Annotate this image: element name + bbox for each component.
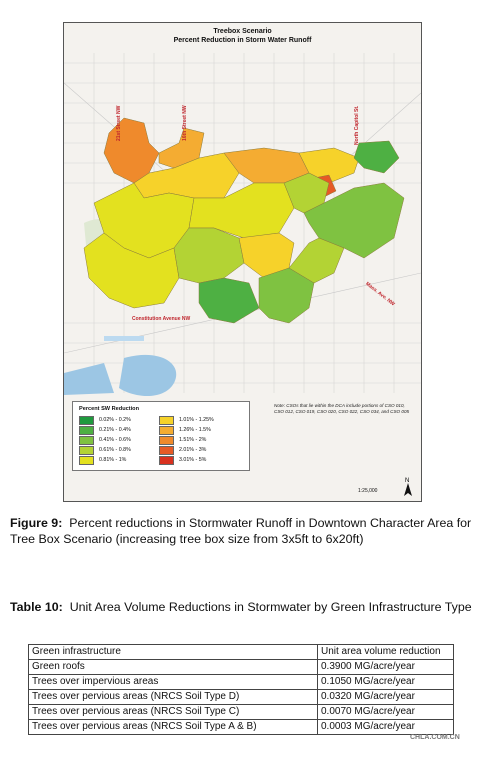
legend-column-right [159, 415, 214, 465]
legend-label: 0.61% - 0.8% [99, 447, 131, 453]
zone-lime-2 [174, 228, 244, 283]
map-frame [63, 22, 422, 502]
table-header-cell: Unit area volume reduction [318, 645, 454, 660]
street-label-21st: 21st Street NW [116, 105, 122, 141]
table-cell: Trees over pervious areas (NRCS Soil Type D) [29, 690, 318, 705]
table-header-row [29, 645, 454, 660]
table-cell: 0.0320 MG/acre/year [318, 690, 454, 705]
map-legend [72, 401, 250, 471]
legend-label: 1.01% - 1.25% [179, 417, 214, 423]
legend-item [79, 425, 131, 435]
table-cell: Green roofs [29, 660, 318, 675]
figure-caption-label: Figure 9: [10, 516, 63, 530]
legend-item [79, 445, 131, 455]
legend-swatch [159, 416, 174, 425]
legend-swatch [79, 436, 94, 445]
table-row [29, 690, 454, 705]
legend-label: 0.81% - 1% [99, 457, 127, 463]
legend-label: 2.01% - 3% [179, 447, 207, 453]
north-arrow-label: N [405, 478, 410, 484]
figure-caption-text: Percent reductions in Stormwater Runoff in Downtown Character Area for Tree Box Scenario (increasing tree box size from 3x5ft to 6x20ft) [10, 516, 472, 546]
legend-item [79, 455, 131, 465]
legend-swatch [79, 416, 94, 425]
legend-swatch [159, 426, 174, 435]
legend-title: Percent SW Reduction [79, 406, 139, 412]
table-cell: 0.0070 MG/acre/year [318, 705, 454, 720]
legend-label: 1.51% - 2% [179, 437, 207, 443]
street-label-16th: 16th Street NW [182, 105, 188, 141]
table-cell: 0.1050 MG/acre/year [318, 675, 454, 690]
table-cell: Trees over impervious areas [29, 675, 318, 690]
table-cell: 0.3900 MG/acre/year [318, 660, 454, 675]
potomac-river [64, 363, 114, 395]
table-row [29, 660, 454, 675]
map-title-line1: Treebox Scenario [213, 28, 272, 35]
tidal-basin [119, 355, 176, 396]
legend-swatch [79, 456, 94, 465]
map-scale: 1:25,000 [358, 488, 378, 494]
legend-item [79, 435, 131, 445]
street-label-constitution: Constitution Avenue NW [132, 316, 191, 322]
legend-label: 0.21% - 0.4% [99, 427, 131, 433]
legend-label: 1.26% - 1.5% [179, 427, 211, 433]
legend-item [159, 445, 214, 455]
zone-orange-center [224, 148, 309, 183]
map-note: Note: CSOs that lie within the DCA include portions of CSO 010, CSO 012, CSO 019, CSO 020, CSO 022, CSO 034, and CSO 005 [274, 403, 410, 414]
map-title-line2: Percent Reduction in Storm Water Runoff [173, 37, 312, 44]
legend-label: 3.01% - 5% [179, 457, 207, 463]
legend-item [159, 435, 214, 445]
table-caption [10, 599, 490, 615]
table-cell: Trees over pervious areas (NRCS Soil Type C) [29, 705, 318, 720]
legend-item [159, 455, 214, 465]
watermark [0, 730, 500, 764]
reflecting-pool [104, 336, 144, 341]
table-row [29, 705, 454, 720]
table-caption-text: Unit Area Volume Reductions in Stormwater by Green Infrastructure Type [69, 600, 472, 614]
table-row [29, 675, 454, 690]
legend-item [159, 415, 214, 425]
table-caption-label: Table 10: [10, 600, 63, 614]
legend-swatch [159, 456, 174, 465]
green-infrastructure-table [28, 644, 454, 735]
street-label-north-capitol: North Capitol St. [354, 105, 360, 145]
legend-item [79, 415, 131, 425]
legend-swatch [159, 436, 174, 445]
zone-green-ne [354, 141, 399, 173]
legend-swatch [159, 446, 174, 455]
watermark-text: CHLA.COM.CN [410, 734, 460, 741]
figure-caption [10, 515, 490, 547]
legend-label: 0.41% - 0.6% [99, 437, 131, 443]
table-cell: Trees over pervious areas (NRCS Soil Type A & B) [29, 720, 318, 735]
legend-swatch [79, 446, 94, 455]
street-label-mass-ave: Mass. Ave. NW [364, 281, 396, 308]
table-cell: 0.0003 MG/acre/year [318, 720, 454, 735]
north-arrow-icon [402, 475, 414, 497]
table-header-cell: Green infrastructure [29, 645, 318, 660]
legend-item [159, 425, 214, 435]
legend-column-left [79, 415, 131, 465]
map-title [64, 27, 421, 45]
legend-label: 0.02% - 0.2% [99, 417, 131, 423]
legend-swatch [79, 426, 94, 435]
zone-green-south-1 [199, 278, 259, 323]
